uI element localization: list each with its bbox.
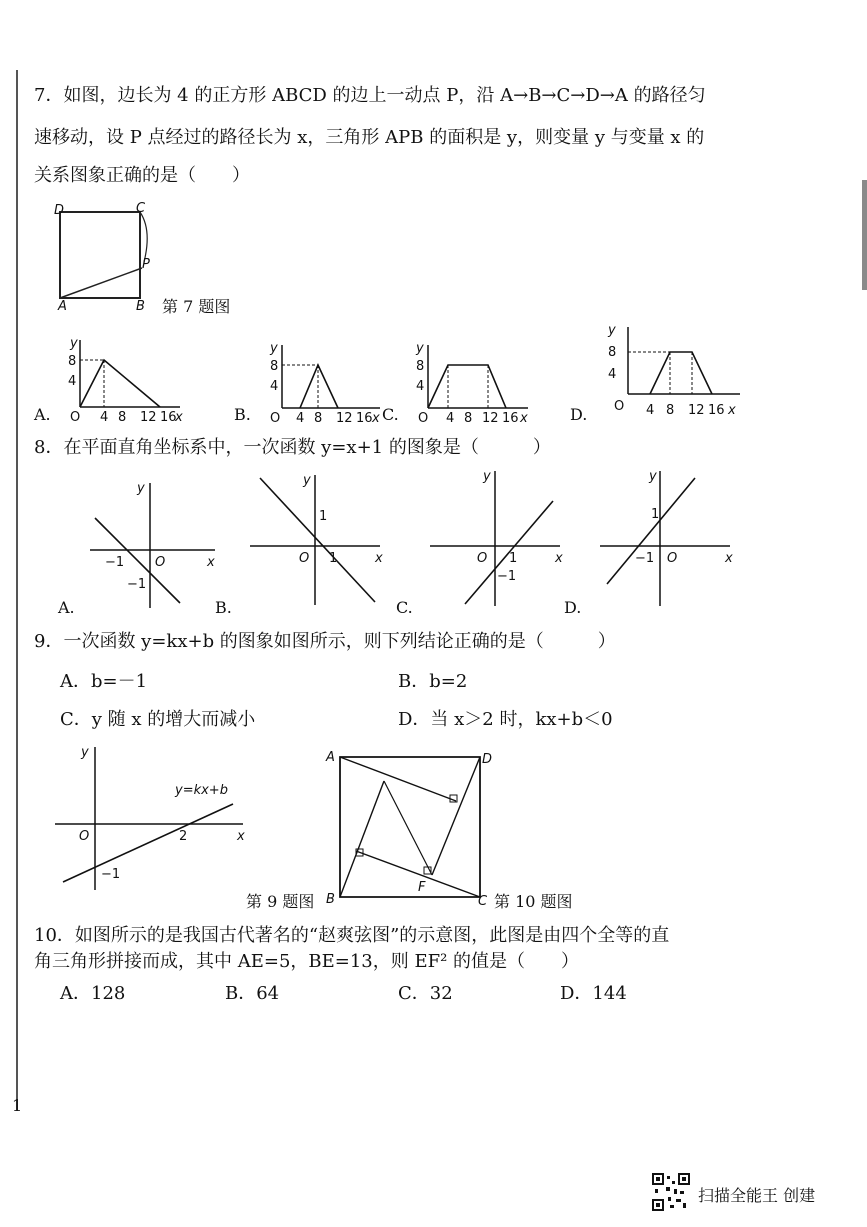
svg-text:4: 4 — [296, 411, 305, 426]
svg-text:1: 1 — [329, 551, 338, 566]
svg-text:O: O — [79, 829, 90, 844]
svg-text:y: y — [70, 336, 78, 351]
svg-text:2: 2 — [179, 829, 188, 844]
svg-text:1: 1 — [319, 509, 328, 524]
svg-text:x: x — [520, 411, 528, 426]
svg-text:8: 8 — [666, 403, 675, 418]
q7-line3: 关系图象正确的是（ ） — [34, 165, 250, 186]
q9-option-d: D．当 x＞2 时，kx+b＜0 — [398, 709, 613, 730]
svg-text:8: 8 — [118, 410, 127, 425]
svg-text:−1: −1 — [497, 569, 517, 584]
q8-option-d-label: D. — [564, 598, 582, 617]
svg-text:O: O — [70, 410, 81, 425]
svg-text:8: 8 — [314, 411, 323, 426]
q10-line1: 10．如图所示的是我国古代著名的“赵爽弦图”的示意图，此图是由四个全等的直 — [34, 925, 670, 946]
q7-option-c-label: C. — [382, 405, 399, 424]
q7-option-b-label: B. — [234, 405, 251, 424]
q9-option-a: A．b=－1 — [60, 671, 148, 692]
q7-option-d-graph — [600, 322, 745, 422]
svg-text:16: 16 — [502, 411, 519, 426]
svg-text:16: 16 — [708, 403, 725, 418]
svg-text:1: 1 — [651, 507, 660, 522]
svg-text:8: 8 — [270, 359, 279, 374]
svg-text:O: O — [299, 551, 310, 566]
svg-text:B: B — [326, 892, 335, 907]
svg-text:−1: −1 — [127, 577, 147, 592]
svg-text:16: 16 — [356, 411, 373, 426]
q10-zhao-shuang-figure — [320, 745, 500, 910]
svg-text:4: 4 — [646, 403, 655, 418]
svg-text:C: C — [136, 201, 146, 216]
svg-text:4: 4 — [100, 410, 109, 425]
svg-text:O: O — [155, 555, 166, 570]
q8-option-b-graph — [245, 470, 390, 610]
q8-option-c-graph — [425, 466, 570, 611]
q9-graph — [55, 742, 255, 892]
svg-text:4: 4 — [608, 367, 617, 382]
svg-text:O: O — [614, 399, 625, 414]
svg-text:1: 1 — [509, 551, 518, 566]
page-edge-shadow — [862, 180, 867, 290]
qr-code-icon — [652, 1173, 690, 1211]
svg-text:y: y — [649, 469, 657, 484]
svg-text:A: A — [326, 750, 335, 765]
svg-text:4: 4 — [446, 411, 455, 426]
q10-option-b: B．64 — [225, 983, 280, 1004]
q7-option-b-graph — [262, 340, 392, 425]
svg-text:4: 4 — [270, 379, 279, 394]
svg-text:12: 12 — [482, 411, 499, 426]
q9-function-label: y=kx+b — [175, 783, 228, 798]
svg-text:O: O — [270, 411, 281, 426]
svg-text:D: D — [482, 752, 493, 767]
q9-text: 9．一次函数 y=kx+b 的图象如图所示，则下列结论正确的是（ ） — [34, 631, 616, 652]
svg-text:A: A — [58, 299, 67, 314]
binding-margin-line — [16, 70, 18, 1110]
scanner-watermark: 扫描全能王 创建 — [698, 1186, 816, 1205]
svg-text:4: 4 — [68, 374, 77, 389]
q7-option-d-label: D. — [570, 405, 588, 424]
q9-option-c: C．y 随 x 的增大而减小 — [60, 709, 256, 730]
q7-option-a-label: A. — [34, 405, 51, 424]
svg-text:y: y — [303, 473, 311, 488]
svg-text:O: O — [418, 411, 429, 426]
q7-line1: 7．如图，边长为 4 的正方形 ABCD 的边上一动点 P，沿 A→B→C→D→A 的路径匀 — [34, 85, 706, 106]
svg-text:B: B — [136, 299, 145, 314]
svg-text:y: y — [81, 745, 89, 760]
svg-text:F: F — [418, 880, 426, 895]
q9-fig-caption: 第 9 题图 — [246, 892, 315, 911]
svg-text:x: x — [555, 551, 563, 566]
q10-line2: 角三角形拼接而成，其中 AE=5，BE=13，则 EF² 的值是（ ） — [34, 951, 580, 972]
svg-text:D: D — [54, 203, 65, 218]
svg-text:8: 8 — [464, 411, 473, 426]
svg-text:x: x — [375, 551, 383, 566]
svg-text:C: C — [478, 894, 488, 909]
svg-text:y: y — [416, 341, 424, 356]
svg-text:−1: −1 — [635, 551, 655, 566]
svg-text:P: P — [142, 257, 150, 272]
svg-text:x: x — [728, 403, 736, 418]
svg-text:O: O — [477, 551, 488, 566]
q8-option-d-graph — [595, 466, 740, 611]
svg-text:8: 8 — [416, 359, 425, 374]
q7-option-c-graph — [406, 340, 536, 425]
svg-text:−1: −1 — [101, 867, 121, 882]
svg-text:y: y — [483, 469, 491, 484]
svg-text:8: 8 — [68, 354, 77, 369]
q9-option-b: B．b=2 — [398, 671, 468, 692]
svg-text:y: y — [137, 481, 145, 496]
q10-option-c: C．32 — [398, 983, 453, 1004]
q8-text: 8．在平面直角坐标系中，一次函数 y=x+1 的图象是（ ） — [34, 437, 551, 458]
page-number: 1 — [12, 1096, 23, 1115]
q8-option-b-label: B. — [215, 598, 232, 617]
q7-fig-caption: 第 7 题图 — [162, 297, 231, 316]
q8-option-c-label: C. — [396, 598, 413, 617]
svg-text:O: O — [667, 551, 678, 566]
svg-text:16: 16 — [160, 410, 177, 425]
q7-line2: 速移动，设 P 点经过的路径长为 x，三角形 APB 的面积是 y，则变量 y 与变量 x 的 — [34, 127, 705, 148]
svg-text:x: x — [207, 555, 215, 570]
svg-text:4: 4 — [416, 379, 425, 394]
svg-text:x: x — [372, 411, 380, 426]
svg-text:8: 8 — [608, 345, 617, 360]
svg-text:x: x — [237, 829, 245, 844]
q8-option-a-graph — [85, 478, 225, 613]
svg-text:x: x — [725, 551, 733, 566]
q7-option-a-graph — [60, 335, 190, 425]
svg-text:x: x — [175, 410, 183, 425]
q10-option-a: A．128 — [60, 983, 126, 1004]
svg-text:12: 12 — [688, 403, 705, 418]
svg-text:y: y — [270, 341, 278, 356]
q7-square-figure — [40, 200, 170, 315]
svg-text:12: 12 — [140, 410, 157, 425]
svg-text:−1: −1 — [105, 555, 125, 570]
svg-text:12: 12 — [336, 411, 353, 426]
q8-option-a-label: A. — [58, 598, 75, 617]
q10-option-d: D．144 — [560, 983, 627, 1004]
q10-fig-caption: 第 10 题图 — [494, 892, 573, 911]
svg-text:y: y — [608, 323, 616, 338]
